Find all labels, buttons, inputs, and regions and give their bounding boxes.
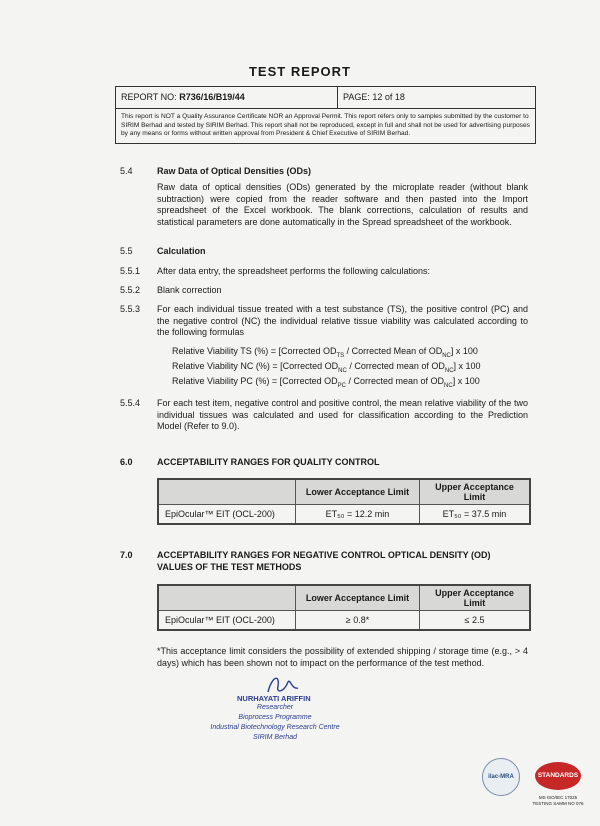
table-row-label: EpiOcular™ EIT (OCL-200) <box>158 505 296 525</box>
table-cell-lower: ≥ 0.8* <box>296 611 420 631</box>
table-header-blank <box>158 585 296 611</box>
section-5-5-number: 5.5 <box>120 246 133 256</box>
report-number-cell <box>116 87 338 108</box>
section-5-5-1-text: After data entry, the spreadsheet performs the following calculations: <box>157 266 430 276</box>
standards-malaysia-logo: STANDARDS <box>535 762 581 790</box>
section-5-5-2-text: Blank correction <box>157 285 222 295</box>
table-header-blank <box>158 479 296 505</box>
signatory-title: Researcher <box>256 704 294 711</box>
report-number-label: REPORT NO: <box>121 92 177 102</box>
page-number: PAGE: 12 of 18 <box>343 92 405 102</box>
section-6-0-number: 6.0 <box>120 457 133 467</box>
disclaimer-text: This report is NOT a Quality Assurance Certificate NOR an Approval Permit. This report refers only to samples submitted by the customer to SIRIM Berhad and tested by SIRIM Berhad. This report shall not be reproduced, except in full and shall not be used for advertising purposes by any means or forms without written approval from President & Chief Executive of SIRIM Berhad. <box>121 113 530 137</box>
qc-acceptability-table <box>157 478 531 525</box>
table-cell-lower: ET₅₀ = 12.2 min <box>296 505 420 525</box>
document-title: TEST REPORT <box>248 64 351 79</box>
section-7-0-number: 7.0 <box>120 550 133 560</box>
section-5-4-number: 5.4 <box>120 166 133 176</box>
section-5-4-text: Raw data of optical densities (ODs) generated by the microplate reader (without blank subtraction) were copied from the reader software and then pasted into the Import spreadsheet of the Excel workbook. The blank corrections, calculation of results and statistical parameters are done automatically in the Spread spreadsheet of the workbook. <box>157 182 528 227</box>
report-header-box <box>115 86 536 144</box>
nc-od-acceptability-table <box>157 584 531 631</box>
report-number: R736/16/B19/44 <box>179 92 245 102</box>
table-header-upper: Upper Acceptance Limit <box>420 479 531 505</box>
formula-pc: Relative Viability PC (%) = [Corrected $OD_{PC}$ / Corrected mean of $OD_{NC}$] x 100 <box>172 376 480 389</box>
section-6-0-title: ACCEPTABILITY RANGES FOR QUALITY CONTROL <box>157 457 380 467</box>
table-header-upper: Upper Acceptance Limit <box>420 585 531 611</box>
signatory-centre: Industrial Biotechnology Research Centre <box>210 724 340 731</box>
section-5-5-title: Calculation <box>157 246 206 256</box>
section-5-5-3-number: 5.5.3 <box>120 304 141 314</box>
accreditation-text: MS ISO/IEC 17025 TESTING SAMM NO 076 <box>532 795 584 806</box>
table-header-lower: Lower Acceptance Limit <box>296 479 420 505</box>
section-7-0-title-line1: ACCEPTABILITY RANGES FOR NEGATIVE CONTROL OPTICAL DENSITY (OD) <box>157 550 491 560</box>
signatory-organisation: SIRIM Berhad <box>253 734 297 741</box>
section-5-5-2-number: 5.5.2 <box>120 285 141 295</box>
table-cell-upper: ET₅₀ = 37.5 min <box>420 505 531 525</box>
section-7-0-title-line2: VALUES OF THE TEST METHODS <box>157 562 302 572</box>
formula-ts: Relative Viability TS (%) = [Corrected $OD_{TS}$ / Corrected Mean of $OD_{NC}$] x 100 <box>172 346 478 359</box>
section-5-5-3-text: For each individual tissue treated with a test substance (TS), the positive control (PC) and the negative control (NC) the individual relative tissue viability was calculated according to the following formulas <box>157 304 528 337</box>
signatory-name: NURHAYATI ARIFFIN <box>237 694 311 703</box>
table-row <box>158 505 530 525</box>
table-header-lower: Lower Acceptance Limit <box>296 585 420 611</box>
section-5-5-4-text: For each test item, negative control and positive control, the mean relative viability of the two individual tissues was calculated and used for classification according to the Prediction Model (Refer to 9.0). <box>157 398 528 431</box>
section-5-5-4-number: 5.5.4 <box>120 398 141 408</box>
acceptance-footnote: *This acceptance limit considers the possibility of extended shipping / storage time (e.g., > 4 days) which has been shown not to impact on the performance of the test method. <box>157 646 528 668</box>
section-5-5-1-number: 5.5.1 <box>120 266 141 276</box>
formula-nc: Relative Viability NC (%) = [Corrected $OD_{NC}$ / Corrected mean of $OD_{NC}$] x 100 <box>172 361 481 374</box>
table-cell-upper: ≤ 2.5 <box>420 611 531 631</box>
table-row-label: EpiOcular™ EIT (OCL-200) <box>158 611 296 631</box>
ilac-mra-logo: ilac-MRA <box>482 758 520 796</box>
signatory-programme: Bioprocess Programme <box>238 714 312 721</box>
section-5-4-title: Raw Data of Optical Densities (ODs) <box>157 166 312 176</box>
table-row <box>158 611 530 631</box>
